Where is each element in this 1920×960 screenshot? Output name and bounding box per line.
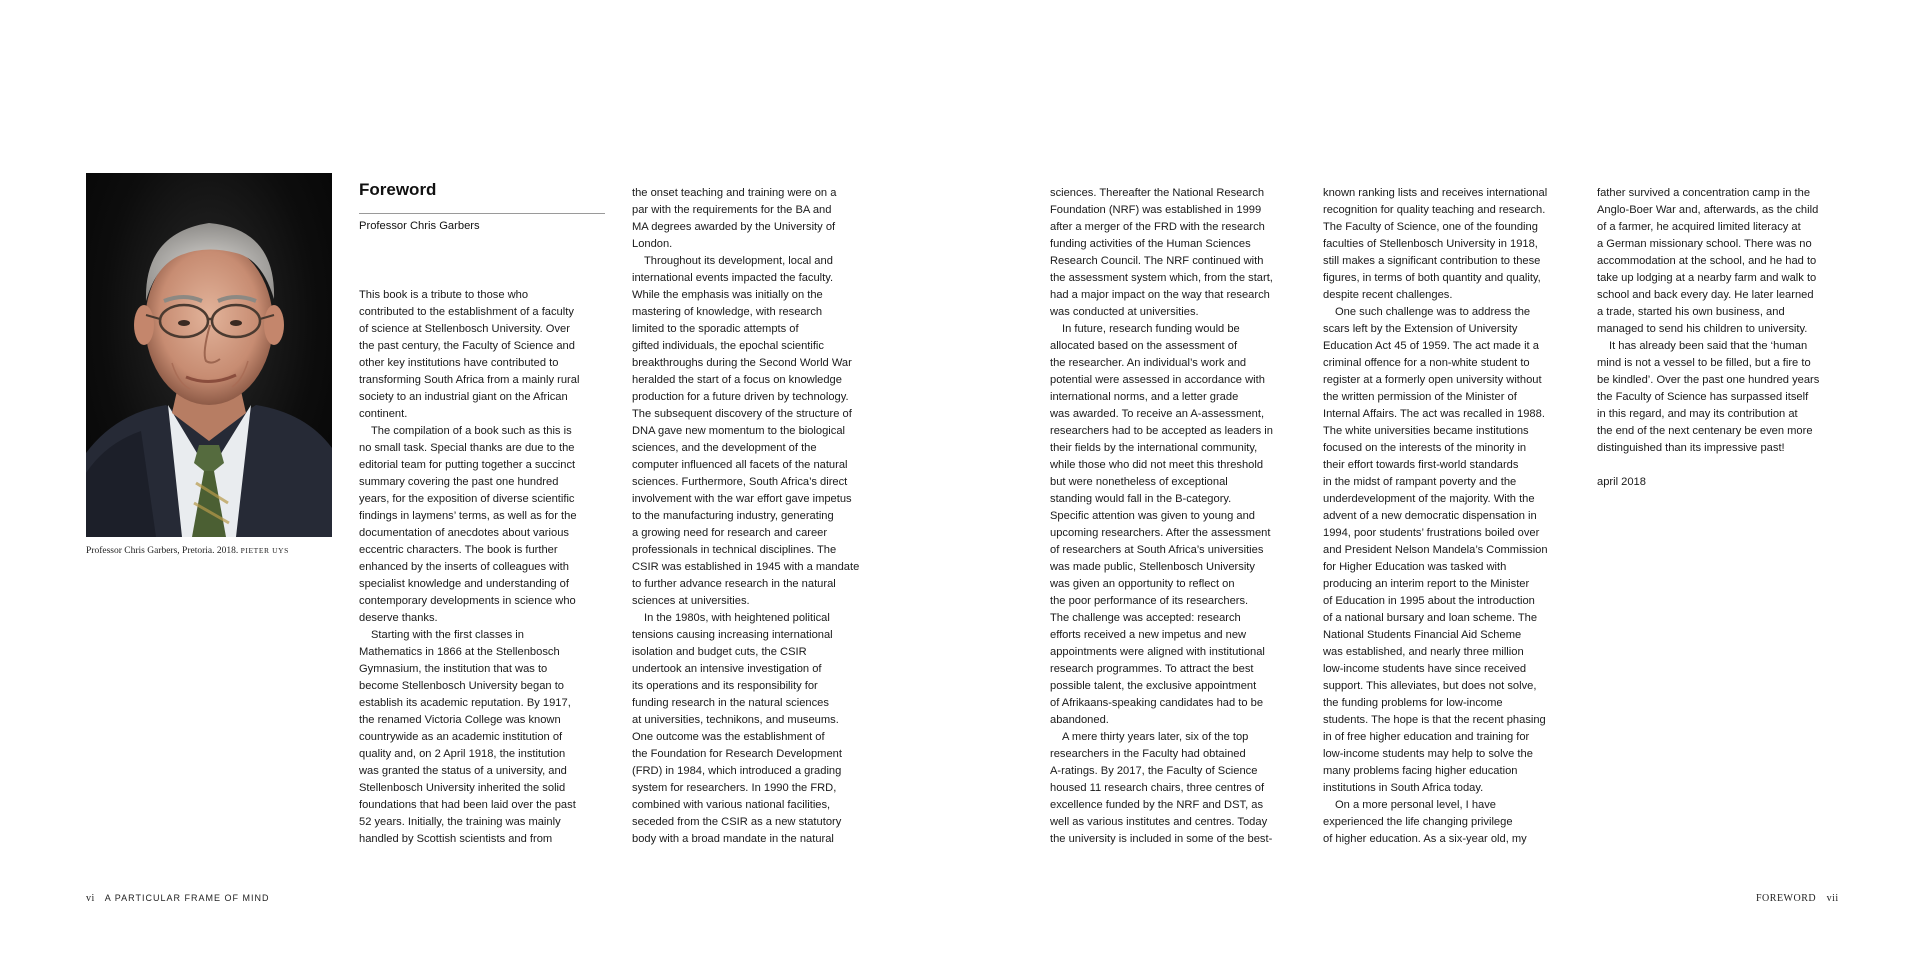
text-line: On a more personal level, I have — [1335, 799, 1497, 811]
text-line — [1597, 457, 1847, 474]
text-line: specialist knowledge and understanding of — [359, 578, 569, 590]
text-line: be kindled’. Over the past one hundred years — [1597, 374, 1820, 386]
text-line: the Foundation for Research Development — [632, 748, 842, 760]
text-line: tensions causing increasing international — [632, 629, 833, 641]
text-line: A-ratings. By 2017, the Faculty of Science — [1050, 765, 1258, 777]
text-line: international norms, and a letter grade — [1050, 391, 1239, 403]
text-line: of higher education. As a six-year old, my — [1323, 833, 1527, 845]
book-title: A PARTICULAR FRAME OF MIND — [104, 893, 270, 903]
text-line: researchers in the Faculty had obtained — [1050, 748, 1246, 760]
text-line: professionals in technical disciplines. The — [632, 544, 837, 556]
text-line: In the 1980s, with heightened political — [644, 612, 830, 624]
text-line: transforming South Africa from a mainly rural — [359, 374, 580, 386]
text-line: of science at Stellenbosch University. Over — [359, 323, 570, 335]
portrait-illustration — [86, 173, 332, 537]
text-line: London. — [632, 238, 673, 250]
text-column-1 — [359, 287, 609, 848]
caption-credit: PIETER UYS — [240, 546, 289, 555]
right-page-footer — [1756, 893, 1839, 904]
text-line: countrywide as an academic institution of — [359, 731, 563, 743]
text-line: well as various institutes and centres. Today — [1050, 816, 1268, 828]
text-line: take up lodging at a nearby farm and walk to — [1597, 272, 1817, 284]
photo-caption — [86, 546, 289, 556]
text-line: involvement with the war effort gave impetus — [632, 493, 852, 505]
text-line: experienced the life changing privilege — [1323, 816, 1513, 828]
text-line: Stellenbosch University inherited the solid — [359, 782, 566, 794]
text-line: still makes a significant contribution to these — [1323, 255, 1541, 267]
text-line: Specific attention was given to young and — [1050, 510, 1255, 522]
text-line: the researcher. An individual’s work and — [1050, 357, 1247, 369]
left-page-number: vi — [86, 893, 95, 904]
text-line: appointments were aligned with institutional — [1050, 646, 1265, 658]
title-divider — [359, 213, 605, 214]
right-page-number: vii — [1826, 893, 1839, 904]
text-line: standing would fall in the B-category. — [1050, 493, 1232, 505]
text-line: of researchers at South Africa’s universities — [1050, 544, 1264, 556]
text-line: Education Act 45 of 1959. The act made it a — [1323, 340, 1539, 352]
text-line: deserve thanks. — [359, 612, 438, 624]
text-line: of Education in 1995 about the introduction — [1323, 595, 1535, 607]
text-line: abandoned. — [1050, 714, 1109, 726]
text-line: contributed to the establishment of a faculty — [359, 306, 574, 318]
text-line: A mere thirty years later, six of the top — [1062, 731, 1249, 743]
text-line: a growing need for research and career — [632, 527, 828, 539]
text-line: breakthroughs during the Second World War — [632, 357, 852, 369]
text-line: production for a future driven by technology. — [632, 391, 849, 403]
text-line: low-income students have since received — [1323, 663, 1527, 675]
text-line: the end of the next centenary be even more — [1597, 425, 1813, 437]
text-line: sciences, and the development of the — [632, 442, 817, 454]
section-title: FOREWORD — [1756, 893, 1817, 904]
text-line: documentation of anecdotes about various — [359, 527, 569, 539]
text-line: researchers had to be accepted as leaders in — [1050, 425, 1273, 437]
text-line: in the midst of rampant poverty and the — [1323, 476, 1517, 488]
text-column-4 — [1323, 185, 1573, 848]
text-line: producing an interim report to the Minister — [1323, 578, 1530, 590]
text-line: (FRD) in 1984, which introduced a grading — [632, 765, 842, 777]
left-page-footer — [86, 893, 269, 904]
text-line: housed 11 research chairs, three centres of — [1050, 782, 1265, 794]
text-line: eccentric characters. The book is further — [359, 544, 558, 556]
text-line: figures, in terms of both quantity and quality, — [1323, 272, 1541, 284]
text-line: school and back every day. He later learned — [1597, 289, 1814, 301]
text-line: a German missionary school. There was no — [1597, 238, 1812, 250]
text-line: It has already been said that the ‘human — [1609, 340, 1808, 352]
text-line: the Faculty of Science has surpassed itself — [1597, 391, 1809, 403]
text-line: funding research in the natural sciences — [632, 697, 829, 709]
text-line: Internal Affairs. The act was recalled in 1988. — [1323, 408, 1545, 420]
text-line: MA degrees awarded by the University of — [632, 221, 836, 233]
text-line: While the emphasis was initially on the — [632, 289, 823, 301]
text-line: Throughout its development, local and — [644, 255, 833, 267]
text-line: mastering of knowledge, with research — [632, 306, 823, 318]
text-line: The compilation of a book such as this is — [371, 425, 572, 437]
author-name: Professor Chris Garbers — [359, 220, 480, 232]
text-line: National Students Financial Aid Scheme — [1323, 629, 1522, 641]
text-line: to the manufacturing industry, generating — [632, 510, 834, 522]
text-line: system for researchers. In 1990 the FRD, — [632, 782, 837, 794]
text-line: father survived a concentration camp in the — [1597, 187, 1811, 199]
text-line: excellence funded by the NRF and DST, as — [1050, 799, 1264, 811]
text-column-5 — [1597, 185, 1847, 491]
text-line: but were nonetheless of exceptional — [1050, 476, 1228, 488]
text-line: their effort towards first-world standards — [1323, 459, 1519, 471]
text-line: 1994, poor students’ frustrations boiled over — [1323, 527, 1540, 539]
text-line: and President Nelson Mandela’s Commission — [1323, 544, 1548, 556]
text-line: years, for the exposition of diverse scientific — [359, 493, 575, 505]
text-line: undertook an intensive investigation of — [632, 663, 822, 675]
text-line: recognition for quality teaching and research. — [1323, 204, 1546, 216]
text-line: Research Council. The NRF continued with — [1050, 255, 1264, 267]
text-line: The subsequent discovery of the structure of — [632, 408, 852, 420]
text-line: gifted individuals, the epochal scientific — [632, 340, 824, 352]
text-line: body with a broad mandate in the natural — [632, 833, 834, 845]
text-line: contemporary developments in science who — [359, 595, 576, 607]
text-line: One outcome was the establishment of — [632, 731, 825, 743]
text-line: the poor performance of its researchers. — [1050, 595, 1249, 607]
text-line: for Higher Education was tasked with — [1323, 561, 1507, 573]
text-line: underdevelopment of the majority. With the — [1323, 493, 1535, 505]
text-line: continent. — [359, 408, 408, 420]
text-line: register at a formerly open university without — [1323, 374, 1542, 386]
text-line: Starting with the first classes in — [371, 629, 524, 641]
author-portrait-photo — [86, 173, 332, 537]
text-line: findings in laymens’ terms, as well as for the — [359, 510, 577, 522]
text-line: heralded the start of a focus on knowledge — [632, 374, 842, 386]
caption-text: Professor Chris Garbers, Pretoria. 2018. — [86, 546, 239, 556]
text-line: of a national bursary and loan scheme. The — [1323, 612, 1538, 624]
text-line: sciences. Thereafter the National Research — [1050, 187, 1265, 199]
text-line: despite recent challenges. — [1323, 289, 1453, 301]
text-line: upcoming researchers. After the assessment — [1050, 527, 1271, 539]
text-line: in of free higher education and training for — [1323, 731, 1530, 743]
text-line: support. This alleviates, but does not solve, — [1323, 680, 1537, 692]
text-line: faculties of Stellenbosch University in 1918, — [1323, 238, 1538, 250]
text-line: This book is a tribute to those who — [359, 289, 529, 301]
text-line: The white universities became institutions — [1323, 425, 1529, 437]
text-line: Mathematics in 1866 at the Stellenbosch — [359, 646, 560, 658]
text-line: accommodation at the school, and he had to — [1597, 255, 1817, 267]
text-line: the assessment system which, from the start, — [1050, 272, 1273, 284]
text-line: was established, and nearly three million — [1323, 646, 1524, 658]
text-line: research programmes. To attract the best — [1050, 663, 1254, 675]
text-line: society to an industrial giant on the African — [359, 391, 568, 403]
text-line: In future, research funding would be — [1062, 323, 1240, 335]
page-title: Foreword — [359, 180, 437, 199]
text-line: DNA gave new momentum to the biological — [632, 425, 846, 437]
text-line: The challenge was accepted: research — [1050, 612, 1241, 624]
text-line: establish its academic reputation. By 1917, — [359, 697, 571, 709]
text-line: many problems facing higher education — [1323, 765, 1518, 777]
text-line: the renamed Victoria College was known — [359, 714, 561, 726]
text-column-3 — [1050, 185, 1300, 848]
text-line: potential were assessed in accordance with — [1050, 374, 1265, 386]
text-line: 52 years. Initially, the training was mainly — [359, 816, 561, 828]
text-line: other key institutions have contributed to — [359, 357, 559, 369]
text-line: possible talent, the exclusive appointment — [1050, 680, 1257, 692]
text-line: the written permission of the Minister of — [1323, 391, 1517, 403]
text-line: the onset teaching and training were on a — [632, 187, 837, 199]
text-line: to further advance research in the natural — [632, 578, 836, 590]
text-line: at universities, technikons, and museums. — [632, 714, 839, 726]
text-line: editorial team for putting together a succinct — [359, 459, 576, 471]
text-line: the funding problems for low-income — [1323, 697, 1503, 709]
text-line: students. The hope is that the recent phasing — [1323, 714, 1546, 726]
text-line: par with the requirements for the BA and — [632, 204, 832, 216]
text-line: sciences at universities. — [632, 595, 750, 607]
text-line: was granted the status of a university, and — [359, 765, 567, 777]
text-line: institutions in South Africa today. — [1323, 782, 1484, 794]
text-line: isolation and budget cuts, the CSIR — [632, 646, 807, 658]
text-line: had a major impact on the way that research — [1050, 289, 1270, 301]
text-line: Anglo-Boer War and, afterwards, as the child — [1597, 204, 1819, 216]
text-line: of a farmer, he acquired limited literacy at — [1597, 221, 1801, 233]
text-line: summary covering the past one hundred — [359, 476, 559, 488]
text-line: of Afrikaans-speaking candidates had to be — [1050, 697, 1264, 709]
text-line: was given an opportunity to reflect on — [1050, 578, 1235, 590]
text-column-2 — [632, 185, 882, 848]
text-line: while those who did not meet this threshold — [1050, 459, 1264, 471]
text-line: mind is not a vessel to be filled, but a fire to — [1597, 357, 1811, 369]
text-line: computer influenced all facets of the natural — [632, 459, 848, 471]
text-line: enhanced by the inserts of colleagues with — [359, 561, 569, 573]
text-line: Foundation (NRF) was established in 1999 — [1050, 204, 1262, 216]
text-line: The Faculty of Science, one of the founding — [1323, 221, 1538, 233]
text-line: april 2018 — [1597, 476, 1646, 488]
text-line: distinguished than its impressive past! — [1597, 442, 1785, 454]
text-line: criminal offence for a non-white student to — [1323, 357, 1530, 369]
text-line: Gymnasium, the institution that was to — [359, 663, 548, 675]
text-line: efforts received a new impetus and new — [1050, 629, 1247, 641]
text-line: focused on the interests of the minority in — [1323, 442, 1527, 454]
text-line: scars left by the Extension of University — [1323, 323, 1518, 335]
text-line: handled by Scottish scientists and from — [359, 833, 553, 845]
text-line: become Stellenbosch University began to — [359, 680, 564, 692]
text-line: in this regard, and may its contribution at — [1597, 408, 1798, 420]
text-line: allocated based on the assessment of — [1050, 340, 1238, 352]
text-line: the university is included in some of the best- — [1050, 833, 1273, 845]
text-line: low-income students may help to solve the — [1323, 748, 1533, 760]
text-line: after a merger of the FRD with the research — [1050, 221, 1265, 233]
text-line: international events impacted the faculty. — [632, 272, 834, 284]
text-line: known ranking lists and receives international — [1323, 187, 1548, 199]
text-line: sciences. Furthermore, South Africa’s direct — [632, 476, 848, 488]
text-line: seceded from the CSIR as a new statutory — [632, 816, 842, 828]
text-line: a trade, started his own business, and — [1597, 306, 1785, 318]
text-line: the past century, the Faculty of Science and — [359, 340, 575, 352]
text-line: foundations that had been laid over the past — [359, 799, 576, 811]
text-line: One such challenge was to address the — [1335, 306, 1531, 318]
text-line: combined with various national facilities, — [632, 799, 831, 811]
text-line: was made public, Stellenbosch University — [1050, 561, 1255, 573]
text-line: no small task. Special thanks are due to the — [359, 442, 575, 454]
text-line: limited to the sporadic attempts of — [632, 323, 799, 335]
text-line: funding activities of the Human Sciences — [1050, 238, 1251, 250]
text-line: advent of a new democratic dispensation in — [1323, 510, 1537, 522]
text-line: was conducted at universities. — [1050, 306, 1199, 318]
text-line: their fields by the international community, — [1050, 442, 1258, 454]
text-line: its operations and its responsibility for — [632, 680, 818, 692]
text-line: was awarded. To receive an A-assessment, — [1050, 408, 1265, 420]
text-line: CSIR was established in 1945 with a mandate — [632, 561, 860, 573]
text-line: managed to send his children to university. — [1597, 323, 1808, 335]
text-line: quality and, on 2 April 1918, the institution — [359, 748, 566, 760]
